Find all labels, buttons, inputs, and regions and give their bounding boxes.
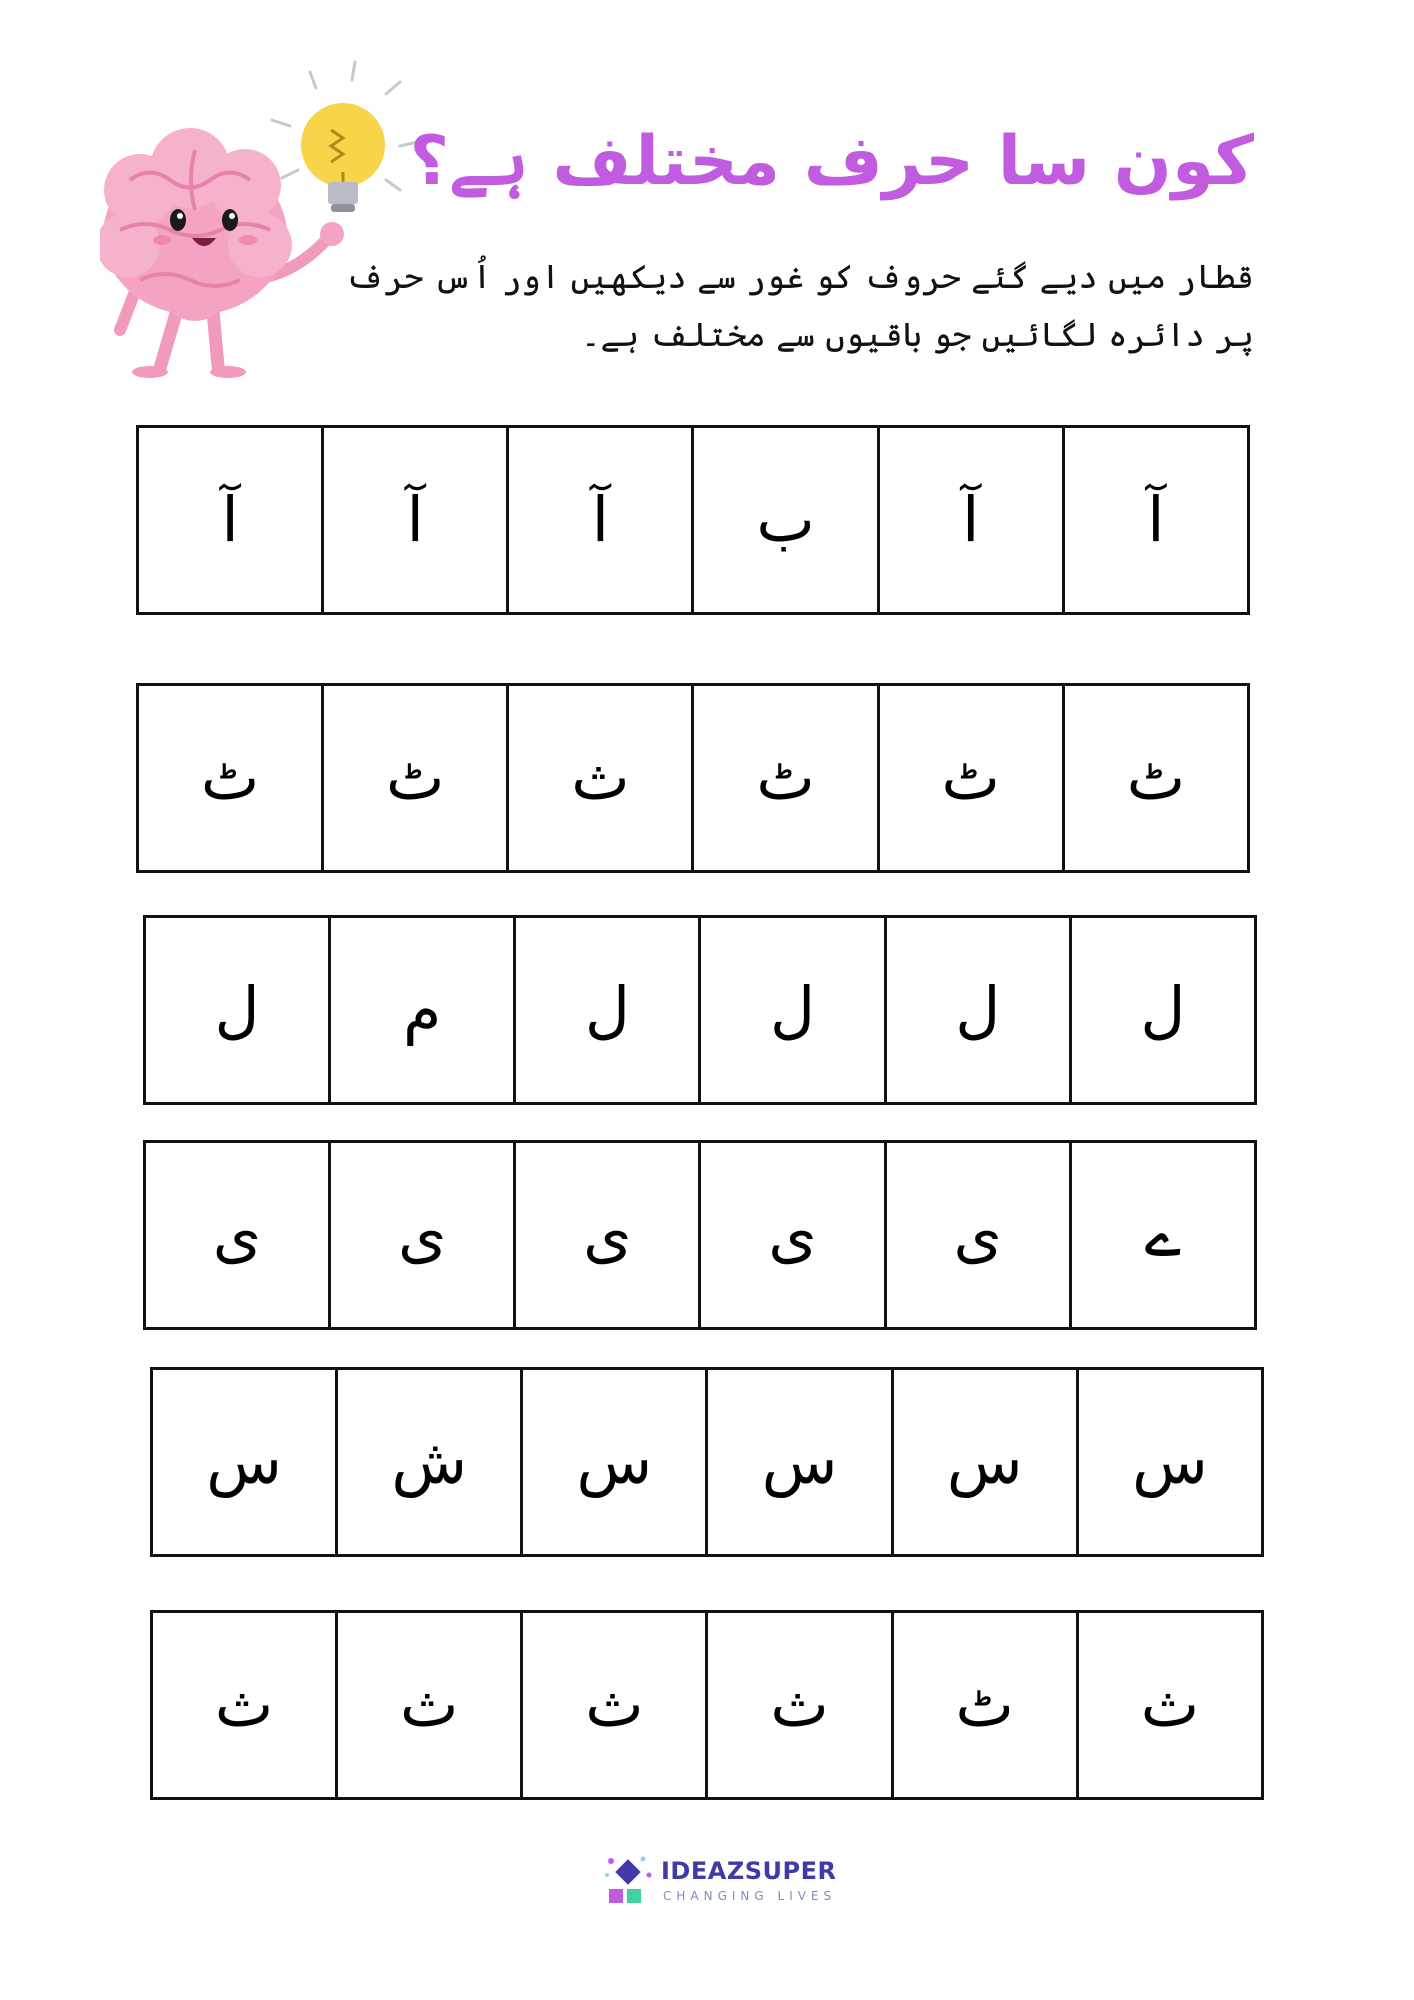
lightbulb-icon: [301, 103, 385, 212]
letter-cell[interactable]: [1076, 1613, 1261, 1797]
letter: ش: [391, 1425, 468, 1498]
letter-cell[interactable]: [705, 1613, 890, 1797]
letter: ٹ: [941, 741, 1000, 814]
letter: ی: [583, 1198, 632, 1271]
letter: ل: [1140, 973, 1186, 1046]
letter-row-5: [150, 1367, 1264, 1557]
logo-name: IDEAZSUPER: [661, 1857, 837, 1885]
letter-cell[interactable]: [691, 686, 876, 870]
letter-cell[interactable]: [139, 428, 321, 612]
letter: س: [761, 1425, 838, 1498]
letter-cell[interactable]: [1062, 428, 1247, 612]
letter: ی: [397, 1198, 447, 1271]
logo-tagline: CHANGING LIVES: [663, 1889, 837, 1903]
letter-cell[interactable]: [691, 428, 876, 612]
letter-cell[interactable]: [335, 1370, 520, 1554]
letter: ل: [214, 973, 260, 1046]
letter: آ: [591, 483, 610, 556]
letter-cell[interactable]: [1062, 686, 1247, 870]
letter: ٹ: [386, 741, 445, 814]
letter: ث: [585, 1668, 644, 1741]
letter: ٹ: [1126, 741, 1186, 814]
letter-row-6: [150, 1610, 1264, 1800]
letter: ٹ: [756, 741, 815, 814]
letter: م: [403, 973, 442, 1046]
letter-row-2: [136, 683, 1250, 873]
letter: آ: [962, 483, 980, 556]
letter: آ: [221, 483, 239, 556]
letter-cell[interactable]: [506, 686, 691, 870]
letter-cell[interactable]: [506, 428, 691, 612]
letter: س: [1132, 1425, 1208, 1498]
letter: ی: [768, 1198, 817, 1271]
letter: س: [576, 1425, 653, 1498]
letter-cell[interactable]: [153, 1613, 335, 1797]
worksheet-instructions: قطار میں دیے گئے حروف کو غور سے دیکھیں اور اُس حرف پر دائرہ لگائیں جو باقیوں سے مختلف ہے۔: [345, 257, 1254, 354]
letter: ٹ: [955, 1668, 1014, 1741]
letter: ی: [212, 1198, 262, 1271]
letter: ل: [584, 973, 630, 1046]
letter: س: [946, 1425, 1023, 1498]
letter: ث: [770, 1668, 829, 1741]
letter-cell[interactable]: [513, 1143, 698, 1327]
letter: ل: [955, 973, 1001, 1046]
letter-cell[interactable]: [884, 1143, 1069, 1327]
letter-cell[interactable]: [153, 1370, 335, 1554]
ideazsuper-logo-icon: [605, 1855, 655, 1907]
letter: ے: [1144, 1198, 1182, 1271]
letter: ب: [756, 483, 815, 556]
letter-cell[interactable]: [698, 918, 883, 1102]
letter-cell[interactable]: [520, 1613, 705, 1797]
letter-row-4: [143, 1140, 1257, 1330]
letter-cell[interactable]: [1076, 1370, 1261, 1554]
letter: س: [206, 1425, 282, 1498]
letter-row-1: [136, 425, 1250, 615]
letter-cell[interactable]: [891, 1370, 1076, 1554]
letter-cell[interactable]: [698, 1143, 883, 1327]
letter-cell[interactable]: [513, 918, 698, 1102]
letter-cell[interactable]: [520, 1370, 705, 1554]
letter-cell[interactable]: [328, 1143, 513, 1327]
letter-cell[interactable]: [139, 686, 321, 870]
letter-cell[interactable]: [321, 428, 506, 612]
letter-cell[interactable]: [1069, 918, 1254, 1102]
letter-cell[interactable]: [877, 686, 1062, 870]
letter-cell[interactable]: [884, 918, 1069, 1102]
letter-cell[interactable]: [146, 1143, 328, 1327]
letter: ل: [770, 973, 816, 1046]
worksheet-title: کون سا حرف مختلف ہے؟: [409, 122, 1254, 201]
letter-cell[interactable]: [1069, 1143, 1254, 1327]
ideazsuper-logo: [605, 1855, 845, 1915]
letter-cell[interactable]: [877, 428, 1062, 612]
letter-cell[interactable]: [335, 1613, 520, 1797]
letter: ٹ: [200, 741, 260, 814]
letter: ث: [214, 1668, 274, 1741]
letter: آ: [406, 483, 424, 556]
letter-row-3: [143, 915, 1257, 1105]
letter: ث: [400, 1668, 459, 1741]
letter: آ: [1147, 483, 1165, 556]
letter: ث: [571, 741, 630, 814]
letter-cell[interactable]: [321, 686, 506, 870]
letter-cell[interactable]: [328, 918, 513, 1102]
letter: ی: [953, 1198, 1002, 1271]
letter-cell[interactable]: [891, 1613, 1076, 1797]
letter-cell[interactable]: [146, 918, 328, 1102]
letter-cell[interactable]: [705, 1370, 890, 1554]
letter: ث: [1140, 1668, 1200, 1741]
